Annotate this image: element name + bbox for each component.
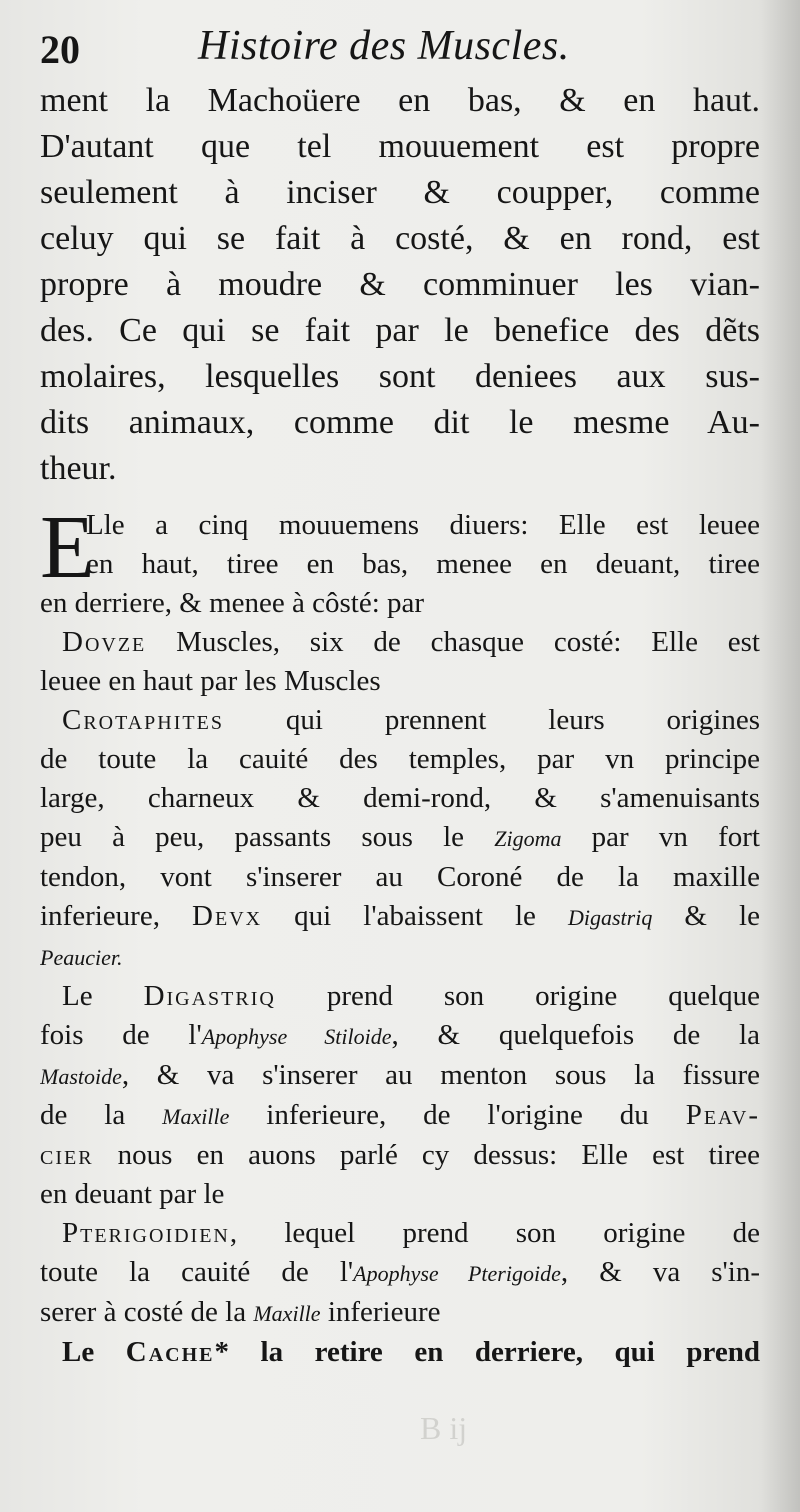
text-line: celuy qui se fait à costé, & en rond, est bbox=[40, 220, 760, 257]
text-run: serer à costé de la bbox=[40, 1296, 254, 1328]
text-line bbox=[40, 1253, 760, 1293]
text-line-crotaphites bbox=[40, 701, 760, 740]
text-run: * la retire en derriere, qui prend bbox=[214, 1336, 760, 1368]
text-line-digastriq bbox=[40, 977, 760, 1016]
text-line bbox=[40, 1016, 760, 1056]
text-line bbox=[40, 1096, 760, 1136]
text-run: Muscles, six de chasque costé: Elle est bbox=[146, 626, 760, 658]
small-caps-term: Digastriq bbox=[143, 980, 276, 1012]
signature-mark: B ij bbox=[420, 1410, 468, 1446]
text-line-cache bbox=[40, 1333, 760, 1372]
drop-cap: E bbox=[40, 498, 95, 597]
text-run: nous en auons parlé cy dessus: Elle est tiree bbox=[93, 1139, 760, 1171]
text-line: Lle a cinq mouuemens diuers: Elle est leuee bbox=[86, 509, 760, 541]
text-run: inferieure bbox=[320, 1296, 441, 1328]
text-line bbox=[40, 1293, 760, 1333]
italic-term: Mastoide bbox=[40, 1064, 122, 1089]
text-run: toute la cauité de l' bbox=[40, 1256, 354, 1288]
text-line-douze bbox=[40, 623, 760, 662]
italic-term: Apophyse Pterigoide bbox=[353, 1261, 561, 1286]
text-line: large, charneux & demi-rond, & s'amenuisants bbox=[40, 782, 760, 814]
italic-term: Maxille bbox=[253, 1301, 321, 1326]
text-run: qui prennent leurs origines bbox=[223, 704, 760, 736]
text-line bbox=[40, 1136, 760, 1175]
italic-term: Peaucier. bbox=[40, 945, 123, 970]
small-caps-term: Devx bbox=[192, 900, 263, 932]
text-run: & le bbox=[652, 900, 760, 932]
text-line: des. Ce qui se fait par le benefice des dẽts bbox=[40, 312, 760, 349]
text-run: , & quelquefois de la bbox=[391, 1019, 760, 1051]
text-run: , & va s'inserer au menton sous la fissure bbox=[121, 1059, 760, 1091]
section-movements bbox=[40, 498, 760, 1372]
text-run: prend son origine quelque bbox=[275, 980, 760, 1012]
text-run: Le bbox=[62, 1336, 126, 1368]
text-line: propre à moudre & comminuer les vian- bbox=[40, 266, 760, 303]
text-line: molaires, lesquelles sont deniees aux sus- bbox=[40, 358, 760, 395]
small-caps-term: Crotaphites bbox=[62, 704, 224, 736]
dropcap-block bbox=[40, 498, 760, 597]
italic-term: Digastriq bbox=[567, 905, 653, 930]
text-line: seulement à inciser & coupper, comme bbox=[40, 174, 760, 211]
text-line: en haut, tiree en bas, menee en deuant, tiree bbox=[86, 548, 760, 580]
text-line: en derriere, & menee à côsté: par bbox=[40, 587, 425, 619]
text-run: de la bbox=[40, 1099, 163, 1131]
page-header bbox=[40, 22, 760, 82]
paragraph-1 bbox=[40, 78, 760, 492]
text-line bbox=[40, 937, 760, 977]
text-line bbox=[40, 818, 760, 858]
text-run: peu à peu, passants sous le bbox=[40, 821, 495, 853]
small-caps-term: cier bbox=[40, 1139, 94, 1171]
text-run: inferieure, bbox=[40, 900, 193, 932]
small-caps-term: Cache bbox=[125, 1336, 215, 1368]
text-line: ment la Machoüere en bas, & en haut. bbox=[40, 82, 760, 119]
italic-term: Maxille bbox=[162, 1104, 230, 1129]
text-line bbox=[40, 1056, 760, 1096]
text-run: , & va s'in- bbox=[560, 1256, 760, 1288]
text-run: par vn fort bbox=[561, 821, 760, 853]
text-line: en deuant par le bbox=[40, 1178, 225, 1210]
italic-term: Zigoma bbox=[494, 826, 562, 851]
text-line-pterigoidien bbox=[40, 1214, 760, 1253]
running-head: Histoire des Muscles. bbox=[198, 23, 570, 69]
text-line: leuee en haut par les Muscles bbox=[40, 665, 381, 697]
text-line: de toute la cauité des temples, par vn principe bbox=[40, 743, 760, 775]
small-caps-term: Dovze bbox=[62, 626, 147, 658]
text-line: tendon, vont s'inserer au Coroné de la maxille bbox=[40, 861, 760, 893]
page-number: 20 bbox=[40, 27, 80, 72]
text-run: Le bbox=[62, 980, 144, 1012]
text-run: fois de l' bbox=[40, 1019, 202, 1051]
text-run: qui l'abaissent le bbox=[262, 900, 568, 932]
text-line: D'autant que tel mouuement est propre bbox=[40, 128, 760, 165]
text-line: theur. bbox=[40, 450, 117, 487]
small-caps-term: Peav- bbox=[685, 1099, 760, 1131]
text-line bbox=[40, 897, 760, 937]
text-line: dits animaux, comme dit le mesme Au- bbox=[40, 404, 760, 441]
small-caps-term: Pterigoidien bbox=[62, 1217, 230, 1249]
italic-term: Apophyse Stiloide bbox=[201, 1024, 392, 1049]
text-run: , lequel prend son origine de bbox=[229, 1217, 760, 1249]
text-run: inferieure, de l'origine du bbox=[229, 1099, 686, 1131]
gutter-shadow bbox=[760, 0, 800, 1512]
